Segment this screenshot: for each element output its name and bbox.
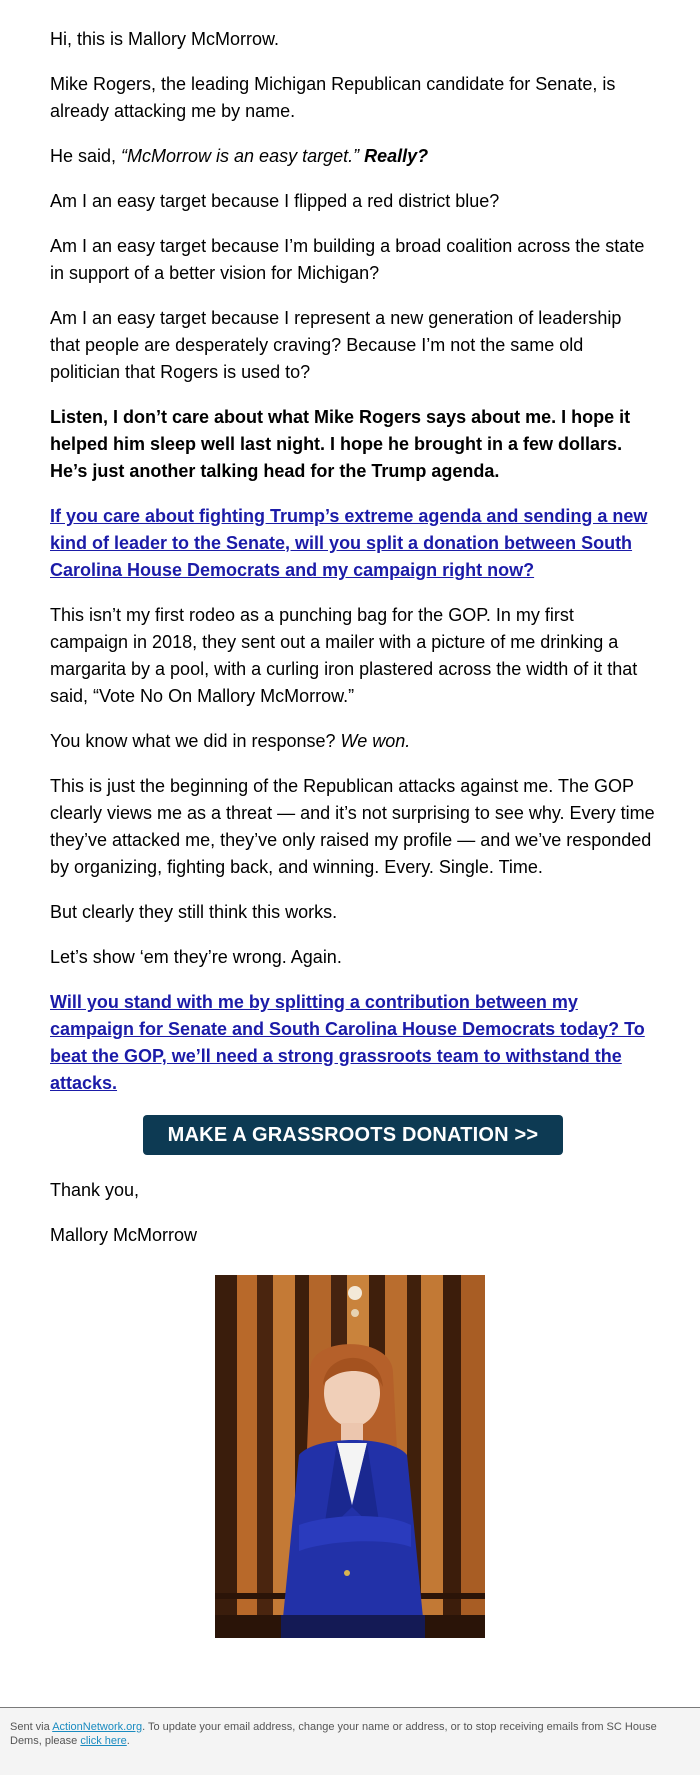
paragraph: Let’s show ‘em they’re wrong. Again. — [50, 947, 342, 967]
footer-middle: . To update your email address, change your name or address, or to stop receiving emails from SC House Dems, please — [10, 1721, 657, 1747]
footer-prefix: Sent via — [10, 1721, 53, 1733]
paragraph: This isn’t my first rodeo as a punching bag for the GOP. In my first campaign in 2018, they sent out a mailer with a picture of me drinking a margarita by a pool, with a curling iron plastered across the width of it that said, “Vote No On Mallory McMorrow.” — [50, 605, 638, 706]
signoff: Thank you, — [50, 1180, 140, 1200]
action-network-link[interactable]: ActionNetwork.org — [52, 1721, 143, 1733]
paragraph: Am I an easy target because I represent a new generation of leadership that people are desperately craving? Because I’m not the same old politician that Rogers is used to? — [50, 308, 622, 382]
footer-suffix: . — [126, 1735, 130, 1747]
paragraph: Am I an easy target because I’m building a broad coalition across the state in support of a better vision for Michigan? — [50, 236, 645, 283]
response-prefix: You know what we did in response? — [50, 731, 341, 751]
email-body — [50, 26, 656, 1267]
footer-text — [10, 1720, 660, 1748]
donation-link-2[interactable]: Will you stand with me by splitting a contribution between my campaign for Senate and South Carolina House Democrats today? To beat the GOP, we’ll need a strong grassroots team to withstand the attacks. — [50, 992, 645, 1093]
candidate-photo — [215, 1275, 485, 1638]
donation-link-1[interactable]: If you care about fighting Trump’s extreme agenda and sending a new kind of leader to the Senate, will you split a donation between South Carolina House Democrats and my campaign right now? — [50, 506, 648, 580]
unsubscribe-link[interactable]: click here — [80, 1735, 127, 1747]
paragraph: But clearly they still think this works. — [50, 902, 338, 922]
donate-button[interactable]: MAKE A GRASSROOTS DONATION >> — [143, 1115, 563, 1155]
paragraph: Mike Rogers, the leading Michigan Republican candidate for Senate, is already attacking me by name. — [50, 74, 616, 121]
paragraph-response — [50, 728, 656, 755]
paragraph: Am I an easy target because I flipped a red district blue? — [50, 191, 500, 211]
quote-prefix: He said, — [50, 146, 122, 166]
paragraph-bold: Listen, I don’t care about what Mike Rogers says about me. I hope it helped him sleep well last night. I hope he brought in a few dollars. He’s just another talking head for the Trump agenda. — [50, 407, 631, 481]
footer — [0, 1707, 700, 1775]
donation-link-paragraph — [50, 989, 656, 1097]
quote-emphasis: Really? — [364, 146, 429, 166]
quote-text: “McMorrow is an easy target.” — [121, 146, 360, 166]
signature: Mallory McMorrow — [50, 1225, 198, 1245]
paragraph: This is just the beginning of the Republican attacks against me. The GOP clearly views me as a threat — and it’s not surprising to see why. Every time they’ve attacked me, they’ve only raised my profile — and we’ve responded by organizing, fighting back, and winning. Every. Single. Time. — [50, 776, 655, 877]
greeting: Hi, this is Mallory McMorrow. — [50, 29, 280, 49]
donation-link-paragraph — [50, 503, 656, 584]
cta-container — [50, 1115, 656, 1155]
response-emphasis: We won. — [340, 731, 411, 751]
paragraph-quote — [50, 143, 656, 170]
